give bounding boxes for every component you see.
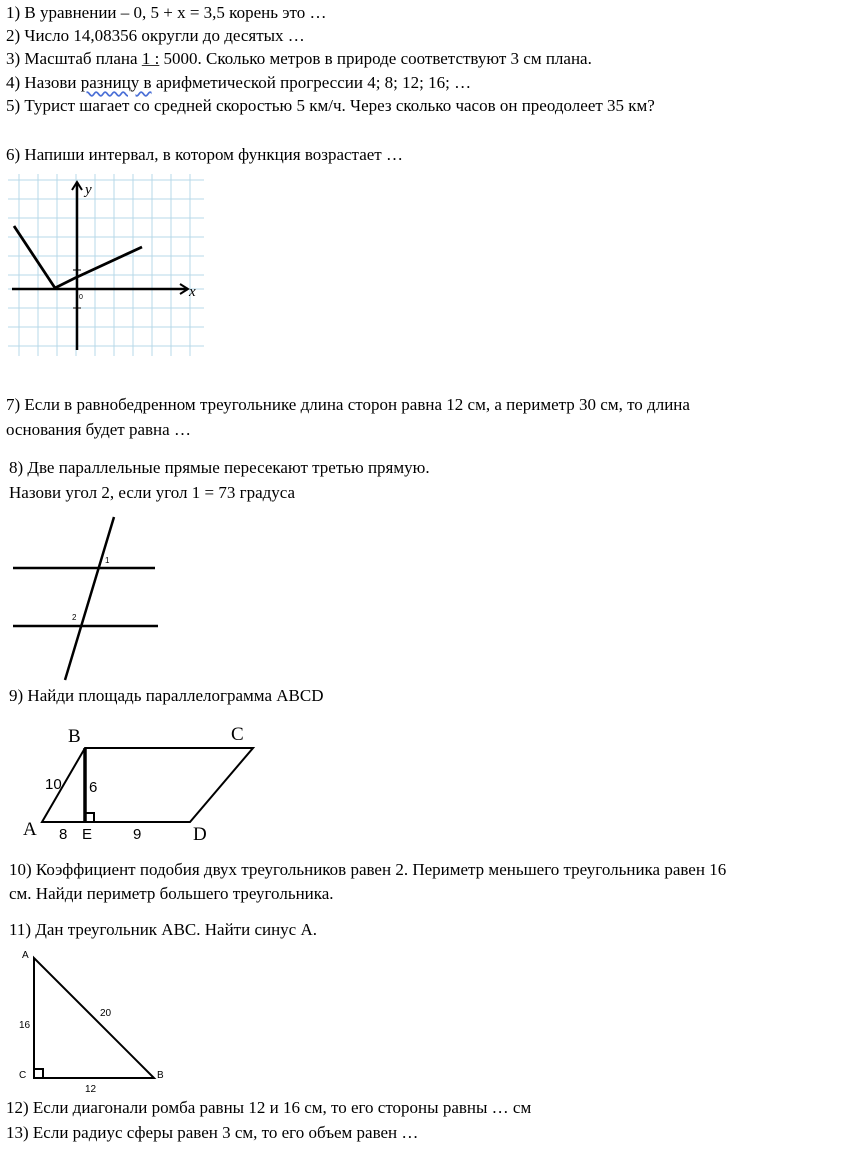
question-3-text-c: 5000. Сколько метров в природе соответствуют 3 см плана. xyxy=(159,49,592,68)
side-ac-length: 16 xyxy=(19,1020,31,1031)
question-10-line-2: см. Найди периметр большего треугольника. xyxy=(9,884,334,903)
question-13: 13) Если радиус сферы равен 3 см, то его объем равен … xyxy=(6,1123,419,1142)
question-8-line-2: Назови угол 2, если угол 1 = 73 градуса xyxy=(9,483,296,502)
parallel-lines-figure xyxy=(10,512,160,682)
question-7-line-1: 7) Если в равнобедренном треугольнике длина сторон равна 12 см, а периметр 30 см, то длина xyxy=(6,395,690,414)
x-axis-label: x xyxy=(189,284,196,300)
vertex-c-label: C xyxy=(231,724,244,745)
vertex-c-label: C xyxy=(19,1070,27,1081)
question-9: 9) Найди площадь параллелограмма ABCD xyxy=(9,686,324,705)
question-1: 1) В уравнении – 0, 5 + x = 3,5 корень это … xyxy=(6,3,327,22)
height-be-length: 6 xyxy=(89,779,98,796)
side-ab-length: 10 xyxy=(45,776,62,793)
question-2: 2) Число 14,08356 округли до десятых … xyxy=(6,26,305,45)
origin-label: 0 xyxy=(79,294,83,301)
parallelogram-figure xyxy=(20,718,252,848)
question-3-text-a: 3) Масштаб плана xyxy=(6,49,142,68)
question-7-line-2: основания будет равна … xyxy=(6,420,191,439)
question-10-line-1: 10) Коэффициент подобия двух треугольников равен 2. Периметр меньшего треугольника равен 16 xyxy=(9,860,727,879)
angle-2-label: 2 xyxy=(72,613,77,622)
question-8-line-1: 8) Две параллельные прямые пересекают третью прямую. xyxy=(9,458,430,477)
question-6: 6) Напиши интервал, в котором функция возрастает … xyxy=(6,145,403,164)
side-cb-length: 12 xyxy=(85,1084,97,1095)
angle-1-label: 1 xyxy=(105,556,110,565)
scale-ratio: 1 : xyxy=(141,49,160,68)
vertex-d-label: D xyxy=(193,824,207,845)
transversal-line xyxy=(65,517,114,680)
vertex-b-label: B xyxy=(157,1070,164,1081)
segment-ed-length: 9 xyxy=(133,826,142,843)
vertex-b-label: B xyxy=(68,726,81,747)
question-11: 11) Дан треугольник ABC. Найти синус А. xyxy=(9,920,318,939)
question-4 xyxy=(6,73,471,93)
question-3 xyxy=(6,49,592,69)
right-triangle-figure xyxy=(14,946,174,1096)
side-ab-length: 20 xyxy=(100,1008,112,1019)
triangle-abc xyxy=(34,958,154,1078)
segment-ae-length: 8 xyxy=(59,826,68,843)
question-12: 12) Если диагонали ромба равны 12 и 16 см, то его стороны равны … см xyxy=(6,1098,532,1117)
parallelogram-abcd xyxy=(42,748,253,822)
spellcheck-word: разницу в xyxy=(80,73,152,92)
right-angle-mark xyxy=(34,1069,43,1078)
question-4-text-a: 4) Назови xyxy=(6,73,81,92)
question-4-text-c: арифметической прогрессии 4; 8; 12; 16; … xyxy=(151,73,472,92)
y-axis-label: y xyxy=(85,182,92,198)
vertex-a-label: A xyxy=(22,950,29,961)
question-5: 5) Турист шагает со средней скоростью 5 км/ч. Через сколько часов он преодолеет 35 км? xyxy=(6,96,655,115)
function-graph xyxy=(8,174,204,356)
vertex-a-label: A xyxy=(23,819,37,840)
point-e-label: E xyxy=(82,826,93,843)
